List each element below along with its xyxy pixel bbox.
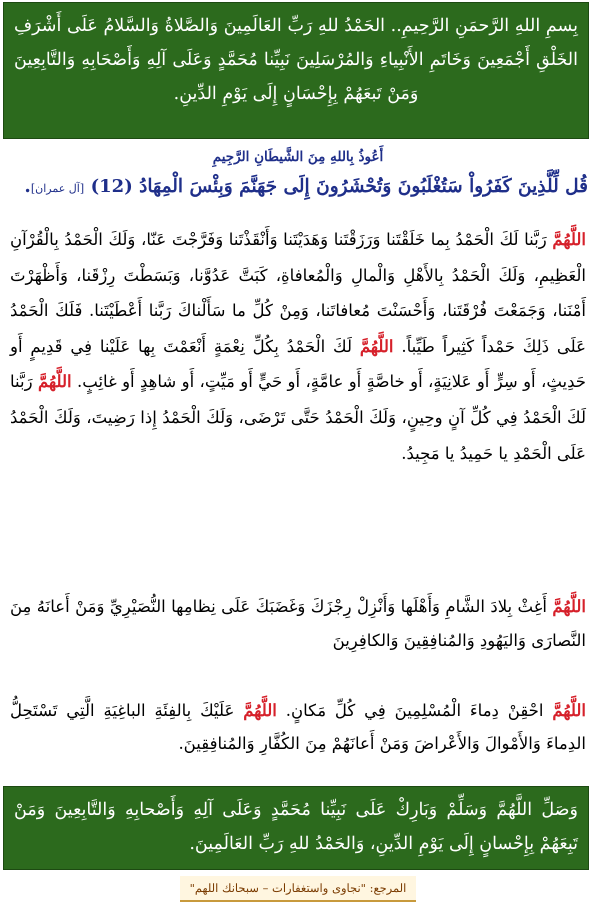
- supplication-sham-paragraph: [10, 590, 586, 658]
- closing-salawat-box: [3, 786, 589, 870]
- allahumma-word: اللَّهُمَّ: [359, 336, 394, 356]
- supplication-blood-text-1: احْقِنْ دِماءَ الْمُسْلِمِينَ فِي كُلِّ مَكانٍ.: [276, 701, 553, 720]
- verse-number: (12): [90, 176, 133, 197]
- source-reference-text: المرجع: "نجاوى واستغفارات – سبحانك اللهم": [180, 876, 417, 902]
- supplication-blood-text-2: عَلَيْكَ بِالفِئَةِ الباغِيَةِ الَّتِي تَسْتَحِلُّ الدِماءَ وَالأَمْوالَ وَالأَعْراضَ وَمَنْ أَعانَهُمْ مِنَ الكُفَّارِ وَالمُنافِقِينَ.: [10, 701, 586, 753]
- praise-text-3: رَبَّنا لَكَ الْحَمْدُ فِي كُلِّ آنٍ وحِينٍ، وَلَكَ الْحَمْدُ حَتَّى تَرْضَى، وَلَكَ الْحَمْدُ إِذا رَضِيتَ، وَلَكَ الْحَمْدُ عَلَى الْحَمْدِ يا حَمِيدُ يا مَجِيدُ.: [10, 372, 586, 463]
- quran-verse: [8, 170, 588, 206]
- allahumma-word: اللَّهُمَّ: [552, 597, 586, 616]
- verse-end: .: [24, 176, 31, 197]
- praise-paragraph: [10, 222, 586, 471]
- allahumma-word: اللَّهُمَّ: [552, 701, 586, 720]
- opening-invocation-text: بِسمِ اللهِ الرَّحمَنِ الرَّحِيمِ.. الحَمْدُ للهِ رَبِّ العَالَمِينَ وَالصَّلاةُ وَالسَّلامُ عَلَى أَشْرَفِ الخَلْقِ أَجْمَعِينَ وَخَاتَمِ الأَنْبِياءِ وَالمُرْسَلِينَ نَبِيِّنا مُحَمَّدٍ وَعَلَى آلِهِ وَأَصْحَابِهِ وَالتَّابِعِينَ وَمَنْ تَبعَهُمْ بِإِحْسَانٍ إِلَى يَوْمِ الدِّينِ.: [14, 16, 578, 104]
- verse-text: قُل لِّلَّذِينَ كَفَرُواْ سَتُغْلَبُونَ وَتُحْشَرُونَ إِلَى جَهَنَّمَ وَبِئْسَ الْمِهَادُ: [139, 176, 588, 197]
- opening-invocation-box: [3, 2, 589, 139]
- isti-adha: أَعُوذُ بِاللهِ مِنَ الشَّيطَانِ الرَّجِيمِ: [212, 149, 384, 165]
- supplication-sham-text: أَغِثْ بِلادَ الشَّامِ وَأَهْلَها وَأَنْزِلْ رِجْزَكَ وَغَضَبَكَ عَلَى نِظامِها النُّصَيْرِيِّ وَمَنْ أَعانَهُ مِنَ النَّصارَى وَاليَهُودِ وَالمُنافِقِينَ وَالكافِرِينَ: [10, 597, 586, 650]
- supplication-blood-paragraph: [10, 694, 586, 760]
- allahumma-word: اللَّهُمَّ: [552, 230, 586, 249]
- allahumma-word: اللَّهُمَّ: [37, 372, 72, 392]
- source-reference: [0, 876, 596, 902]
- surah-reference: [آل عمران]: [30, 182, 85, 195]
- praise-text-2: لَكَ الْحَمْدُ بِكُلِّ نِعْمَةٍ أَنْعَمْتَ بِها عَلَيْنا فِي قَدِيمٍ أَو حَدِيثٍ، أَو سِرٍّ أَو عَلانِيَةٍ، أَو خاصَّةٍ أَو عامَّةٍ، أَو حَيٍّ أَو مَيِّتٍ، أَو شاهِدٍ أَو غائِبٍ.: [10, 336, 586, 392]
- closing-salawat-text: وَصَلِّ اللَّهُمَّ وَسَلِّمْ وَبَارِكْ عَلَى نَبِيِّنا مُحَمَّدٍ وَعَلَى آلِهِ وَأَصْحابِهِ وَالتَّابِعِينَ وَمَنْ تَبِعَهُمْ بِإِحْسانٍ إِلَى يَوْمِ الدِّينِ، وَالحَمْدُ للهِ رَبِّ العَالَمِينَ.: [14, 800, 578, 854]
- allahumma-word: اللَّهُمَّ: [243, 701, 277, 720]
- praise-text-1: رَبَّنا لَكَ الْحَمْدُ بِما خَلَقْتَنا وَرَزَقْتَنا وَهَدَيْتَنا وَأَنْقَذْتَنا وَفَرَّجْتَ عَنّا، وَلَكَ الْحَمْدُ بِالْقُرْآنِ الْعَظِيمِ، وَلَكَ الْحَمْدُ بِالأَهْلِ وَالْمالِ وَالْمُعافاةِ، كَبَتَّ عَدُوَّنا، وَبَسَطْتَ رِزْقَنا، وَأَظْهَرْتَ أَمْنَنا، وَجَمَعْتَ فُرْقَتَنا، وَأَحْسَنْتَ مُعافاتَنا، وَمِنْ كُلِّ ما سَأَلْناكَ رَبَّنا أَعْطَيْتَنا. فَلَكَ الْحَمْدُ عَلَى ذَلِكَ حَمْداً كَثِيراً طَيِّباً.: [10, 230, 586, 356]
